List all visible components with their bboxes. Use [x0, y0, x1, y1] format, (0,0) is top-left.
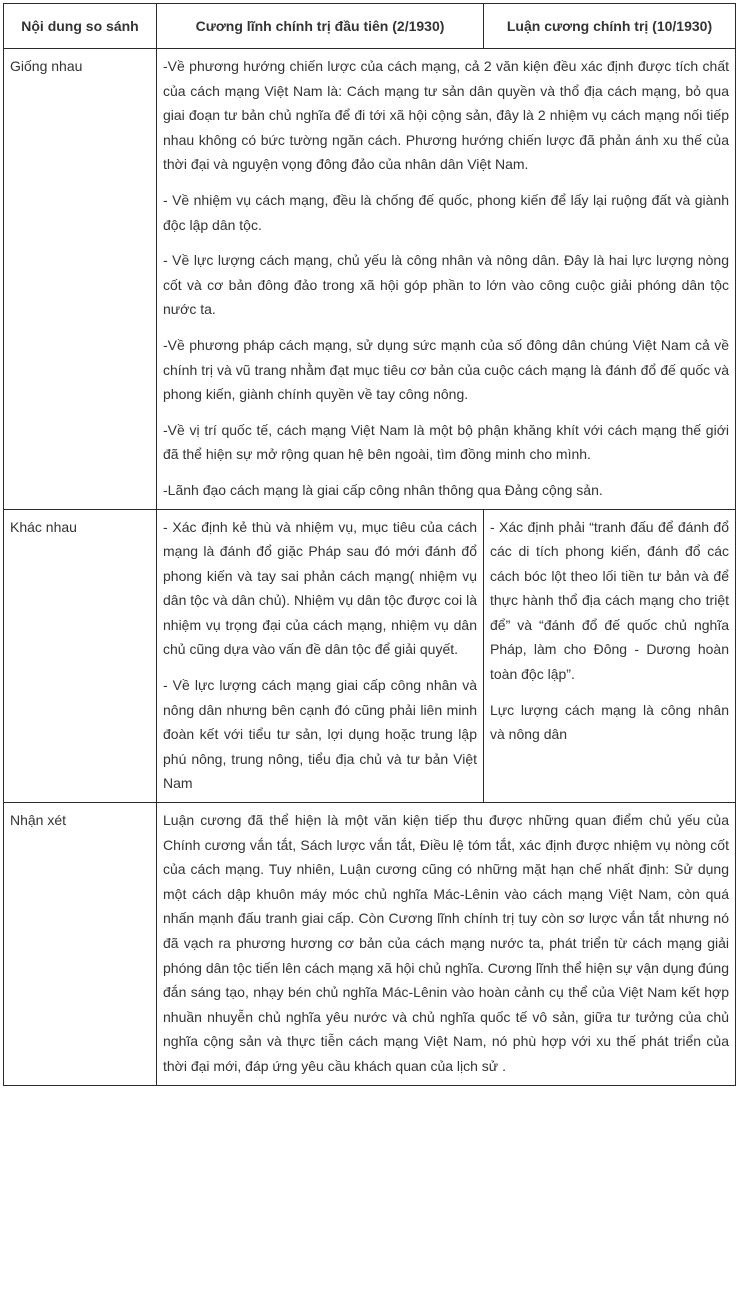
header-thesis: Luận cương chính trị (10/1930): [484, 4, 736, 49]
thesis-forces: Lực lượng cách mạng là công nhân và nông dân: [490, 701, 729, 743]
header-row: [4, 4, 736, 49]
row-similarities: [4, 49, 736, 510]
row-label-similarities: Giống nhau: [4, 49, 157, 510]
differences-thesis: [484, 509, 736, 803]
similarity-forces: - Về lực lượng cách mạng, chủ yếu là công nhân và nông dân. Đây là hai lực lượng nòng cốt và cơ bản đông đảo trong xã hội góp phần to lớn vào công cuộc giải phóng dân tộc nước ta.: [163, 252, 729, 318]
similarities-content: [157, 49, 736, 510]
platform-forces: - Về lực lượng cách mạng giai cấp công nhân và nông dân nhưng bên cạnh đó cũng phải liên minh đoàn kết với tiểu tư sản, lợi dụng hoặc trung lập phú nông, trung nông, tiểu địa chủ và tư bản Việt Nam: [163, 677, 477, 792]
row-differences: [4, 509, 736, 803]
row-remarks: [4, 803, 736, 1086]
thesis-enemy-tasks: - Xác định phải “tranh đấu để đánh đổ các di tích phong kiến, đánh đổ các cách bóc lột theo lối tiền tư bản và để thực hành thổ địa cách mạng cho triệt để” và “đánh đổ đế quốc chủ nghĩa Pháp, làm cho Đông - Dương hoàn toàn độc lập”.: [490, 518, 729, 683]
remarks-content: [157, 803, 736, 1086]
similarity-methods: -Về phương pháp cách mạng, sử dụng sức mạnh của số đông dân chúng Việt Nam cả về chính trị và vũ trang nhằm đạt mục tiêu cơ bản của cuộc cách mạng là đánh đổ đế quốc và phong kiến, giành chính quyền về tay công nông.: [163, 336, 729, 403]
similarity-leadership: -Lãnh đạo cách mạng là giai cấp công nhân thông qua Đảng cộng sản.: [163, 481, 603, 498]
row-label-differences: Khác nhau: [4, 509, 157, 803]
similarity-tasks: - Về nhiệm vụ cách mạng, đều là chống đế quốc, phong kiến để lấy lại ruộng đất và giành độc lập dân tộc.: [163, 191, 729, 233]
header-criteria: Nội dung so sánh: [4, 4, 157, 49]
row-label-remarks: Nhận xét: [4, 803, 157, 1086]
platform-enemy-tasks: - Xác định kẻ thù và nhiệm vụ, mục tiêu của cách mạng là đánh đổ giặc Pháp sau đó mới đánh đổ phong kiến và tay sai phản cách mạng( nhiệm vụ dân tộc và dân chủ). Nhiệm vụ dân tộc được coi là nhiệm vụ trọng đại của cách mạng, nhiệm vụ dân chủ cũng dựa vào vấn đề dân tộc để giải quyết.: [163, 518, 477, 658]
remarks-text: Luận cương đã thể hiện là một văn kiện tiếp thu được những quan điểm chủ yếu của Chính cương vắn tắt, Sách lược vắn tắt, Điều lệ tóm tắt, xác định được nhiệm vụ nòng cốt của cách mạng. Tuy nhiên, Luận cương cũng có những mặt hạn chế nhất định: Sử dụng một cách dập khuôn máy móc chủ nghĩa Mác-Lênin vào cách mạng Việt Nam, còn quá nhấn mạnh đấu tranh giai cấp. Còn Cương lĩnh chính trị tuy còn sơ lược vắn tắt nhưng nó đã vạch ra phương hương cơ bản của cách mạng nước ta, phát triển từ cách mạng giải phóng dân tộc tiến lên cách mạng xã hội chủ nghĩa. Cương lĩnh thể hiện sự vận dụng đúng đắn sáng tạo, nhạy bén chủ nghĩa Mác-Lênin vào hoàn cảnh cụ thể của Việt Nam kết hợp nhuần nhuyễn chủ nghĩa yêu nước và chủ nghĩa quốc tế vô sản, giữa tư tưởng của chủ nghĩa cộng sản và thực tiễn cách mạng Việt Nam, nó phù hợp với xu thế phát triển của thời đại mới, đáp ứng yêu cầu khách quan của lịch sử .: [163, 812, 729, 1074]
differences-platform: [157, 509, 484, 803]
similarity-international: -Về vị trí quốc tế, cách mạng Việt Nam là một bộ phận khăng khít với cách mạng thế giới đã thể hiện sự mở rộng quan hệ bên ngoài, tìm đồng minh cho mình.: [163, 421, 729, 463]
similarity-strategy: -Về phương hướng chiến lược của cách mạng, cả 2 văn kiện đều xác định được tích chất của cách mạng Việt Nam là: Cách mạng tư sản dân quyền và thổ địa cách mạng, bỏ qua giai đoạn tư bản chủ nghĩa để đi tới xã hội cộng sản, đây là 2 nhiệm vụ cách mạng nối tiếp nhau không có bức tường ngăn cách. Phương hướng chiến lược đã phản ánh xu thế của thời đại và nguyện vọng đông đảo của nhân dân Việt Nam.: [163, 58, 729, 173]
header-platform: Cương lĩnh chính trị đầu tiên (2/1930): [157, 4, 484, 49]
comparison-table: [3, 3, 736, 1086]
